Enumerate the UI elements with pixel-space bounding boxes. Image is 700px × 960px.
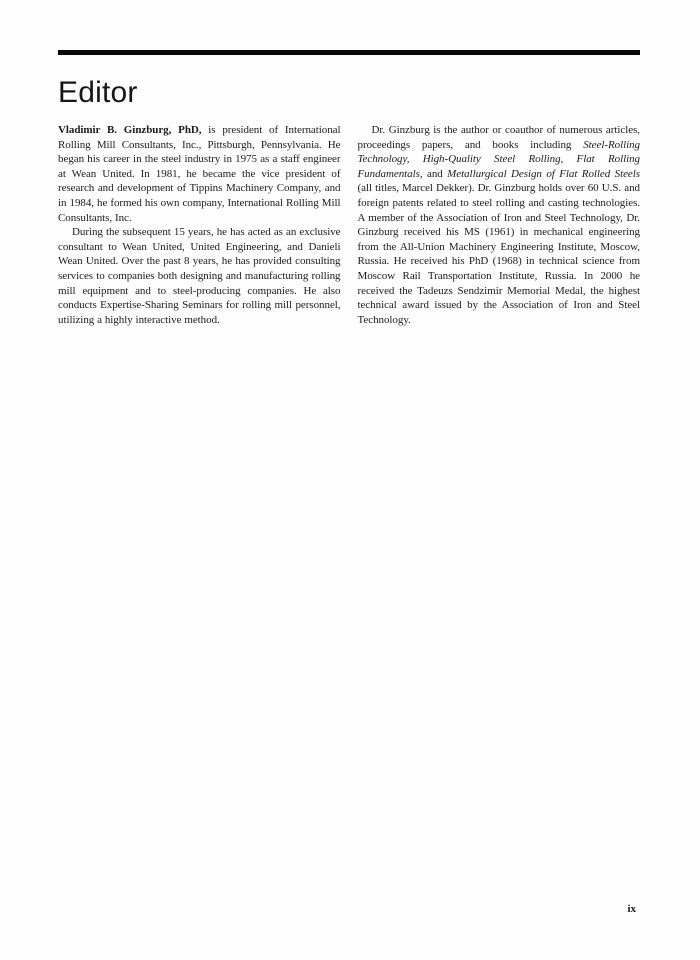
page-number: ix [627, 903, 636, 915]
top-rule [58, 50, 640, 55]
left-column [58, 123, 341, 327]
bio-paragraph-consulting: During the subsequent 15 years, he has acted as an exclusive consultant to Wean United, United Engineering, and Danieli Wean United. Over the past 8 years, he has provided consulting services to companies both designing and manufacturing rolling mill equipment and to steel-producing companies. He also conducts Expertise-Sharing Seminars for rolling mill personnel, utilizing a highly interactive method. [58, 226, 341, 326]
bio-paragraph-career: Vladimir B. Ginzburg, PhD, is president of International Rolling Mill Consultants, Inc., Pittsburgh, Pennsylvania. He began his career in the steel industry in 1975 as a staff engineer at Wean United. In 1981, he became the vice president of research and development of Tippins Machinery Company, and in 1984, he formed his own company, International Rolling Mill Consultants, Inc. [58, 124, 341, 224]
bio-paragraph-publications: Dr. Ginzburg is the author or coauthor of numerous articles, proceedings papers, and books including Steel-Rolling Technology, High-Quality Steel Rolling, Flat Rolling Fundamentals, and Metallurgical Design of Flat Rolled Steels (all titles, Marcel Dekker). Dr. Ginzburg holds over 60 U.S. and foreign patents related to steel rolling and casting technologies. A member of the Association of Iron and Steel Technology, Dr. Ginzburg received his MS (1961) in mechanical engineering from the All-Union Machinery Engineering Institute, Moscow, Russia. He received his PhD (1968) in technical science from Moscow Rail Transportation Institute, Russia. In 2000 he received the Tadeuzs Sendzimir Memorial Medal, the highest technical award issued by the Association of Iron and Steel Technology. [357, 124, 640, 326]
book-page [58, 0, 640, 960]
page-title: Editor [58, 76, 138, 109]
right-column [358, 123, 641, 327]
text-columns [58, 123, 640, 327]
